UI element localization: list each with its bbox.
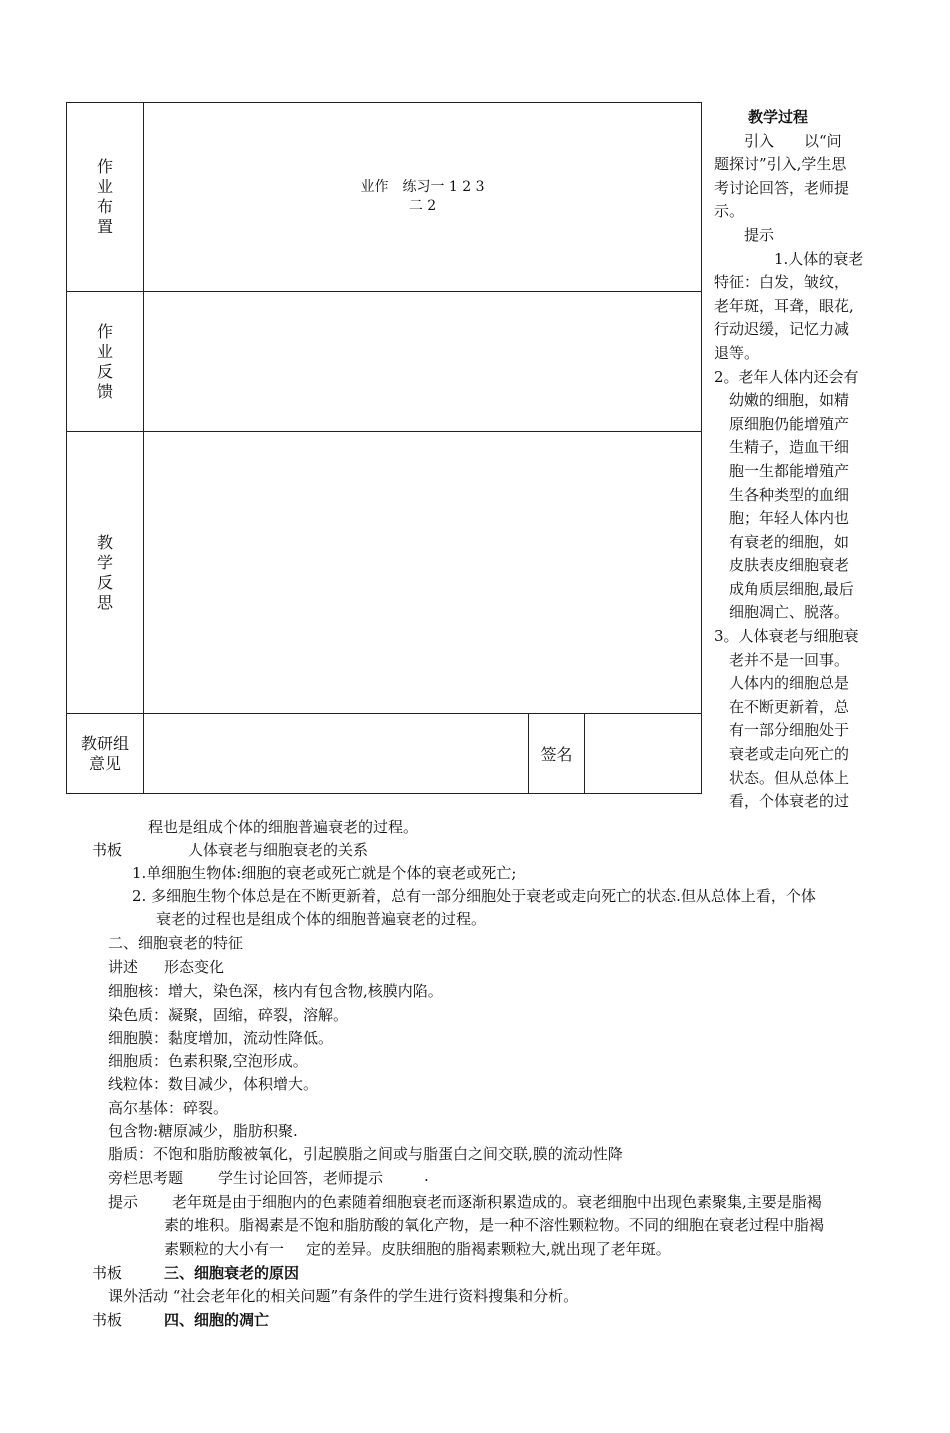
sidebar-line: 2。老年人体内还会有 <box>714 367 859 386</box>
sidebar-line: 有一部分细胞处于 <box>714 721 850 740</box>
sign-content <box>585 714 702 794</box>
body-line: 脂质：不饱和脂肪酸被氧化，引起膜脂之间或与脂蛋白之间交联,膜的流动性降 <box>108 1145 623 1163</box>
sidebar-line: 3。人体衰老与细胞衰 <box>714 627 859 646</box>
sidebar-line: 看，个体衰老的过 <box>714 792 850 811</box>
feedback-label-cell <box>67 292 144 432</box>
sidebar-line: 老年斑，耳聋，眼花, <box>714 296 854 315</box>
narration-label: 讲述 <box>108 958 139 976</box>
blackboard-label: 书板 <box>92 841 123 859</box>
body-line: 老年斑是由于细胞内的色素随着细胞衰老而逐渐积累造成的。衰老细胞中出现色素聚集,主要是脂褐 <box>172 1193 822 1211</box>
sidebar-line: 成角质层细胞,最后 <box>714 579 854 598</box>
sidebar-line: 老并不是一回事。 <box>714 650 850 669</box>
sidebar-line: 提示 <box>714 225 775 244</box>
sidebar-line: 退等。 <box>714 343 760 362</box>
sidebar-line: 生精子，造血干细 <box>714 438 850 457</box>
sidebar-line: 原细胞仍能增殖产 <box>714 414 850 433</box>
sidebar-line: 皮肤表皮细胞衰老 <box>714 556 850 575</box>
sidebar-line: 有衰老的细胞，如 <box>714 532 850 551</box>
body-line: 线粒体：数目减少，体积增大。 <box>108 1075 319 1093</box>
research-label-2: 意见 <box>88 753 121 773</box>
body-line: . <box>424 1167 429 1185</box>
sidebar-line: 题探讨”引入,学生思 <box>714 155 847 174</box>
sidebar-line: 示。 <box>714 202 745 221</box>
body-line: 细胞质：色素积聚,空泡形成。 <box>108 1052 308 1070</box>
sidebar-line: 引入 以“问 <box>714 131 842 150</box>
body-line: 染色质：凝聚，固缩，碎裂，溶解。 <box>108 1006 349 1024</box>
body-line: 包含物:糖原减少，脂肪积聚. <box>108 1122 298 1140</box>
body-line: 程也是组成个体的细胞普遍衰老的过程。 <box>148 818 419 836</box>
sidebar-line: 幼嫩的细胞，如精 <box>714 391 850 410</box>
sidebar-question-label: 旁栏思考题 <box>108 1169 184 1187</box>
body-line: 定的差异。皮肤细胞的脂褐素颗粒大,就出现了老年斑。 <box>306 1240 671 1258</box>
homework-content <box>144 103 702 292</box>
body-line: 学生讨论回答，老师提示 <box>218 1169 384 1187</box>
sidebar-line: 1.人体的衰老 <box>714 249 864 268</box>
blackboard-label: 书板 <box>92 1264 123 1282</box>
feedback-content <box>144 292 702 432</box>
sidebar-line: 生各种类型的血细 <box>714 485 850 504</box>
reflection-label: 教学反思 <box>96 532 113 612</box>
section-title: 人体衰老与细胞衰老的关系 <box>188 841 369 859</box>
sidebar-line: 考讨论回答，老师提 <box>714 178 850 197</box>
sign-label: 签名 <box>529 714 585 794</box>
homework-line-2: 二 2 <box>408 198 437 214</box>
homework-line-1: 业作 练习一 1 2 3 <box>360 179 485 195</box>
sidebar-line: 衰老或走向死亡的 <box>714 745 850 764</box>
sidebar-line: 胞；年轻人体内也 <box>714 509 850 528</box>
feedback-label: 作业反馈 <box>96 321 113 401</box>
section-heading: 四、细胞的凋亡 <box>164 1311 270 1329</box>
research-content <box>144 714 529 794</box>
sidebar-line: 特征：白发，皱纹， <box>714 273 850 292</box>
hint-label: 提示 <box>108 1193 139 1211</box>
body-line: 细胞核：增大，染色深，核内有包含物,核膜内陷。 <box>108 982 443 1000</box>
body-line: 高尔基体：碎裂。 <box>108 1099 229 1117</box>
research-label-cell <box>67 714 144 794</box>
homework-label: 作业布置 <box>96 157 113 236</box>
homework-label-cell <box>67 103 144 292</box>
body-line: 衰老的过程也是组成个体的细胞普遍衰老的过程。 <box>156 910 487 928</box>
sidebar-line: 在不断更新着，总 <box>714 697 850 716</box>
research-label-1: 教研组 <box>80 733 129 753</box>
body-line: 形态变化 <box>164 958 225 976</box>
teaching-process-sidebar <box>714 106 874 814</box>
body-line: 素颗粒的大小有一 <box>164 1240 285 1258</box>
section-heading: 三、细胞衰老的原因 <box>164 1264 300 1282</box>
body-line: 细胞膜：黏度增加，流动性降低。 <box>108 1029 334 1047</box>
body-line: 素的堆积。脂褐素是不饱和脂肪酸的氧化产物，是一种不溶性颗粒物。不同的细胞在衰老过程中脂褐 <box>164 1216 825 1234</box>
reflection-content <box>144 432 702 714</box>
section-heading: 二、细胞衰老的特征 <box>108 934 244 952</box>
blackboard-label: 书板 <box>92 1311 123 1329</box>
sidebar-line: 人体内的细胞总是 <box>714 674 850 693</box>
body-line: 2. 多细胞生物个体总是在不断更新着，总有一部分细胞处于衰老或走向死亡的状态.但从总体上看，个体 <box>132 887 816 905</box>
sidebar-line: 细胞凋亡、脱落。 <box>714 603 850 622</box>
sidebar-line: 胞一生都能增殖产 <box>714 461 850 480</box>
lesson-table <box>66 102 702 794</box>
body-line: 1.单细胞生物体:细胞的衰老或死亡就是个体的衰老或死亡; <box>132 864 517 882</box>
sidebar-title: 教学过程 <box>748 108 809 126</box>
body-line: 课外活动 “社会老年化的相关问题”有条件的学生进行资料搜集和分析。 <box>108 1287 579 1305</box>
sidebar-line: 行动迟缓，记忆力减 <box>714 320 850 339</box>
reflection-label-cell <box>67 432 144 714</box>
sidebar-line: 状态。但从总体上 <box>714 768 850 787</box>
